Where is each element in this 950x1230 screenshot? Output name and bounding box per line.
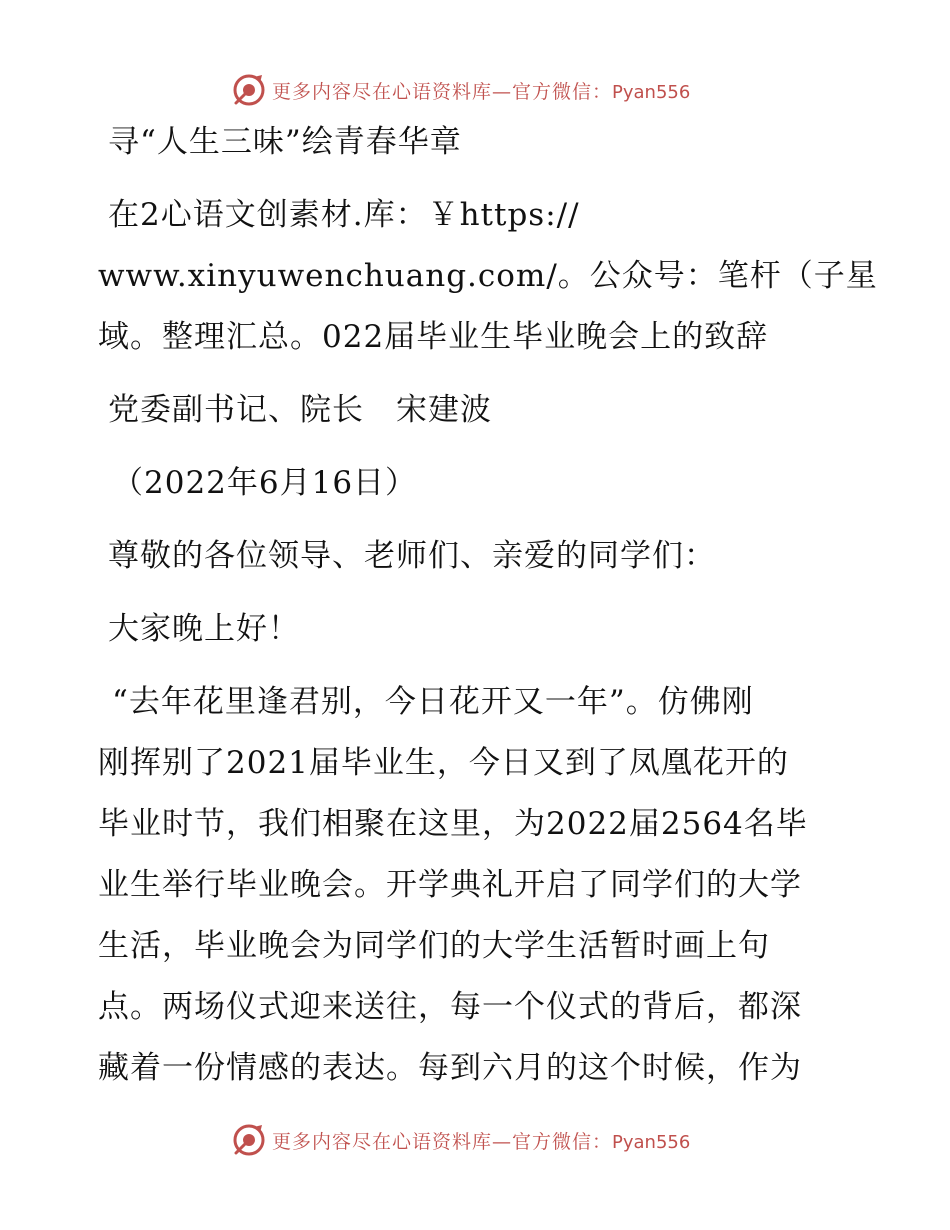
source-line: www.xinyuwenchuang.com/。公众号：笔杆（子星 xyxy=(98,258,878,294)
document-body xyxy=(98,112,878,1099)
footer-banner-text: 更多内容尽在心语资料库—官方微信：Pyan556 xyxy=(272,1130,691,1153)
paragraph-line: 生活，毕业晚会为同学们的大学生活暂时画上句 xyxy=(98,928,770,964)
date-line: （2022年6月16日） xyxy=(112,465,418,501)
source-line: 在2心语文创素材.库：￥https:// xyxy=(108,197,580,233)
paragraph-line: 毕业时节，我们相聚在这里，为2022届2564名毕 xyxy=(98,806,808,842)
header-banner xyxy=(232,72,690,108)
salutation: 尊敬的各位领导、老师们、亲爱的同学们： xyxy=(108,538,716,574)
red-circle-pen-logo-icon xyxy=(232,1123,266,1157)
paragraph-line: 藏着一份情感的表达。每到六月的这个时候，作为 xyxy=(98,1050,802,1086)
footer-wechat-id: Pyan556 xyxy=(612,1131,691,1153)
header-banner-text: 更多内容尽在心语资料库—官方微信：Pyan556 xyxy=(272,80,691,103)
paragraph-line: “去年花里逢君别，今日花开又一年”。仿佛刚 xyxy=(112,684,754,720)
document-title: 寻“人生三味”绘青春华章 xyxy=(108,124,462,160)
header-wechat-id: Pyan556 xyxy=(612,81,691,103)
paragraph-line: 点。两场仪式迎来送往，每一个仪式的背后，都深 xyxy=(98,989,802,1025)
paragraph-line: 刚挥别了2021届毕业生，今日又到了凤凰花开的 xyxy=(98,745,789,781)
greeting: 大家晚上好！ xyxy=(108,611,300,647)
paragraph-line: 业生举行毕业晚会。开学典礼开启了同学们的大学 xyxy=(98,867,802,903)
red-circle-pen-logo-icon xyxy=(232,73,266,107)
footer-banner xyxy=(232,1122,690,1158)
source-line: 域。整理汇总。022届毕业生毕业晚会上的致辞 xyxy=(98,319,769,355)
author-line: 党委副书记、院长 宋建波 xyxy=(108,392,492,428)
